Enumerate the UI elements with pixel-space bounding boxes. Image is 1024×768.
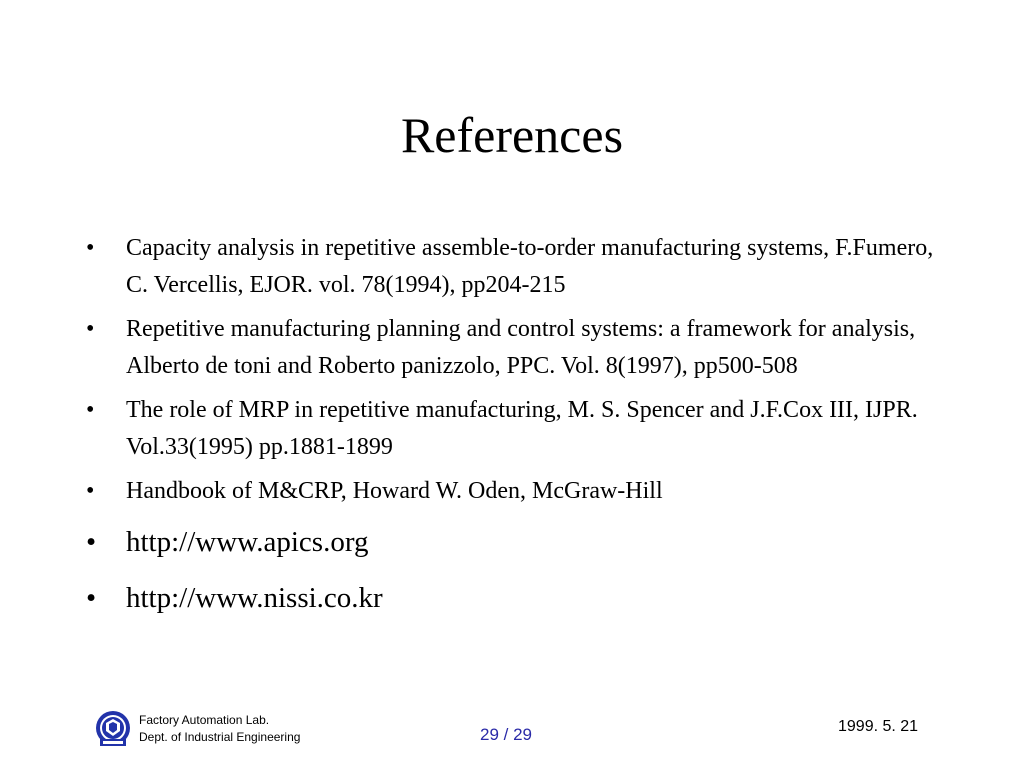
bullet: • — [86, 526, 97, 558]
reference-text: Repetitive manufacturing planning and control systems: a framework for analysis, Alberto de toni and Roberto panizzolo, PPC. Vol. 8(1997), pp500-508 — [126, 316, 916, 379]
reference-text: The role of MRP in repetitive manufacturing, M. S. Spencer and J.F.Cox III, IJPR. Vol.33(1995) pp.1881-1899 — [126, 397, 918, 460]
reference-list — [86, 230, 956, 634]
list-item — [86, 392, 956, 466]
page-number: 29 / 29 — [480, 725, 532, 744]
reference-text: Handbook of M&CRP, Howard W. Oden, McGraw-Hill — [126, 478, 663, 504]
bullet: • — [86, 397, 95, 423]
list-item — [86, 522, 956, 562]
bullet: • — [86, 582, 97, 614]
list-item — [86, 473, 956, 510]
reference-link[interactable]: http://www.nissi.co.kr — [126, 582, 383, 614]
list-item — [86, 311, 956, 385]
reference-link[interactable]: http://www.apics.org — [126, 526, 369, 558]
slide-date: 1999. 5. 21 — [838, 718, 919, 735]
lab-line-1: Factory Automation Lab. — [139, 713, 270, 727]
list-item — [86, 230, 956, 304]
bullet: • — [86, 235, 95, 261]
bullet: • — [86, 316, 95, 342]
slide-title: References — [400, 107, 624, 163]
reference-text: Capacity analysis in repetitive assemble-to-order manufacturing systems, F.Fumero, C. Vercellis, EJOR. vol. 78(1994), pp204-215 — [126, 235, 934, 298]
list-item — [86, 578, 956, 618]
bullet: • — [86, 478, 95, 504]
lab-line-2: Dept. of Industrial Engineering — [139, 730, 301, 744]
